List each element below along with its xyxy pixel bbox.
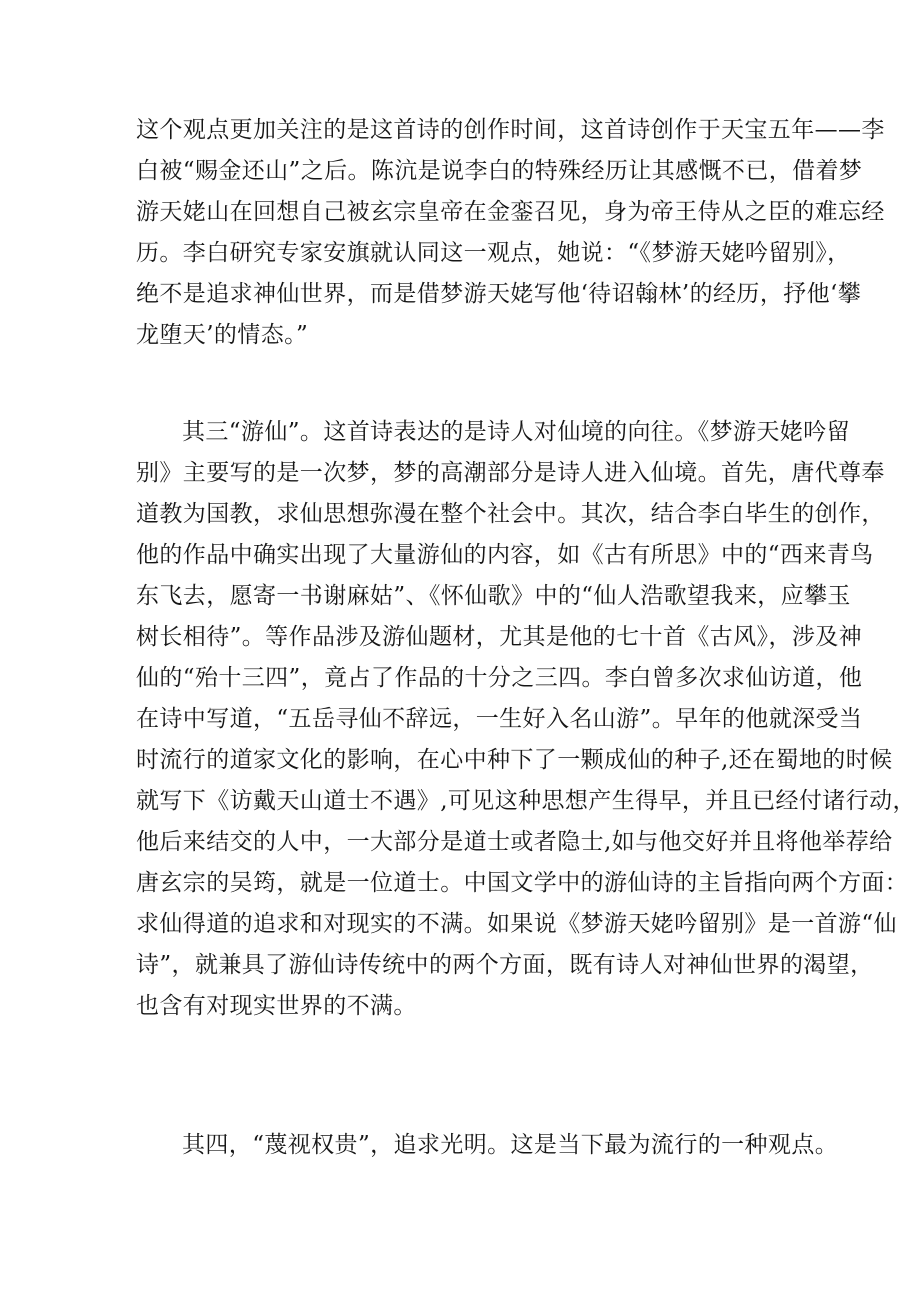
text-line: 这个观点更加关注的是这首诗的创作时间，这首诗创作于天宝五年——李 (136, 117, 885, 143)
text-line: 就写下《访戴天山道士不遇》,可见这种思想产生得早，并且已经付诸行动， (136, 788, 916, 814)
text-line: 别》主要写的是一次梦，梦的高潮部分是诗人进入仙境。首先，唐代尊奉 (136, 460, 885, 486)
text-line: 历。李白研究专家安旗就认同这一观点，她说：“《梦游天姥吟留别》， (136, 240, 851, 266)
text-line-first: 其四，“蔑视权贵”，追求光明。这是当下最为流行的一种观点。 (182, 1132, 839, 1158)
text-line: 东飞去，愿寄一书谢麻姑”、《怀仙歌》中的“仙人浩歌望我来，应攀玉 (136, 583, 851, 609)
text-line: 游天姥山在回想自己被玄宗皇帝在金銮召见，身为帝王侍从之臣的难忘经 (136, 199, 885, 225)
text-line: 绝不是追求神仙世界，而是借梦游天姥写他‘待诏翰林’的经历，抒他‘攀 (136, 281, 862, 307)
text-line: 唐玄宗的吴筠，就是一位道士。中国文学中的游仙诗的主旨指向两个方面： (136, 870, 909, 896)
paragraph-3 (136, 1125, 839, 1166)
text-line-first: 其三“游仙”。这首诗表达的是诗人对仙境的向往。《梦游天姥吟留 (182, 419, 851, 445)
text-line: 诗”，就兼具了游仙诗传统中的两个方面，既有诗人对神仙世界的渴望， (136, 952, 874, 978)
text-line: 他的作品中确实出现了大量游仙的内容，如《古有所思》中的“西来青鸟 (136, 542, 874, 568)
text-line: 也含有对现实世界的不满。 (136, 993, 417, 1019)
text-line: 龙堕天’的情态。” (136, 322, 309, 348)
text-line: 仙的“殆十三四”，竟占了作品的十分之三四。李白曾多次求仙访道，他 (136, 665, 863, 691)
text-line: 道教为国教，求仙思想弥漫在整个社会中。其次，结合李白毕生的创作， (136, 501, 885, 527)
text-line: 白被“赐金还山”之后。陈沆是说李白的特殊经历让其感慨不已，借着梦 (136, 158, 863, 184)
text-line: 他后来结交的人中，一大部分是道士或者隐士,如与他交好并且将他举荐给 (136, 829, 893, 855)
paragraph-1 (136, 110, 885, 356)
text-line: 时流行的道家文化的影响，在心中种下了一颗成仙的种子,还在蜀地的时候 (136, 747, 893, 773)
text-line: 求仙得道的追求和对现实的不满。如果说《梦游天姥吟留别》是一首游“仙 (136, 911, 897, 937)
paragraph-2 (136, 412, 916, 1027)
text-line: 在诗中写道，“五岳寻仙不辞远，一生好入名山游”。早年的他就深受当 (136, 706, 863, 732)
text-line: 树长相待”。等作品涉及游仙题材，尤其是他的七十首《古风》，涉及神 (136, 624, 863, 650)
